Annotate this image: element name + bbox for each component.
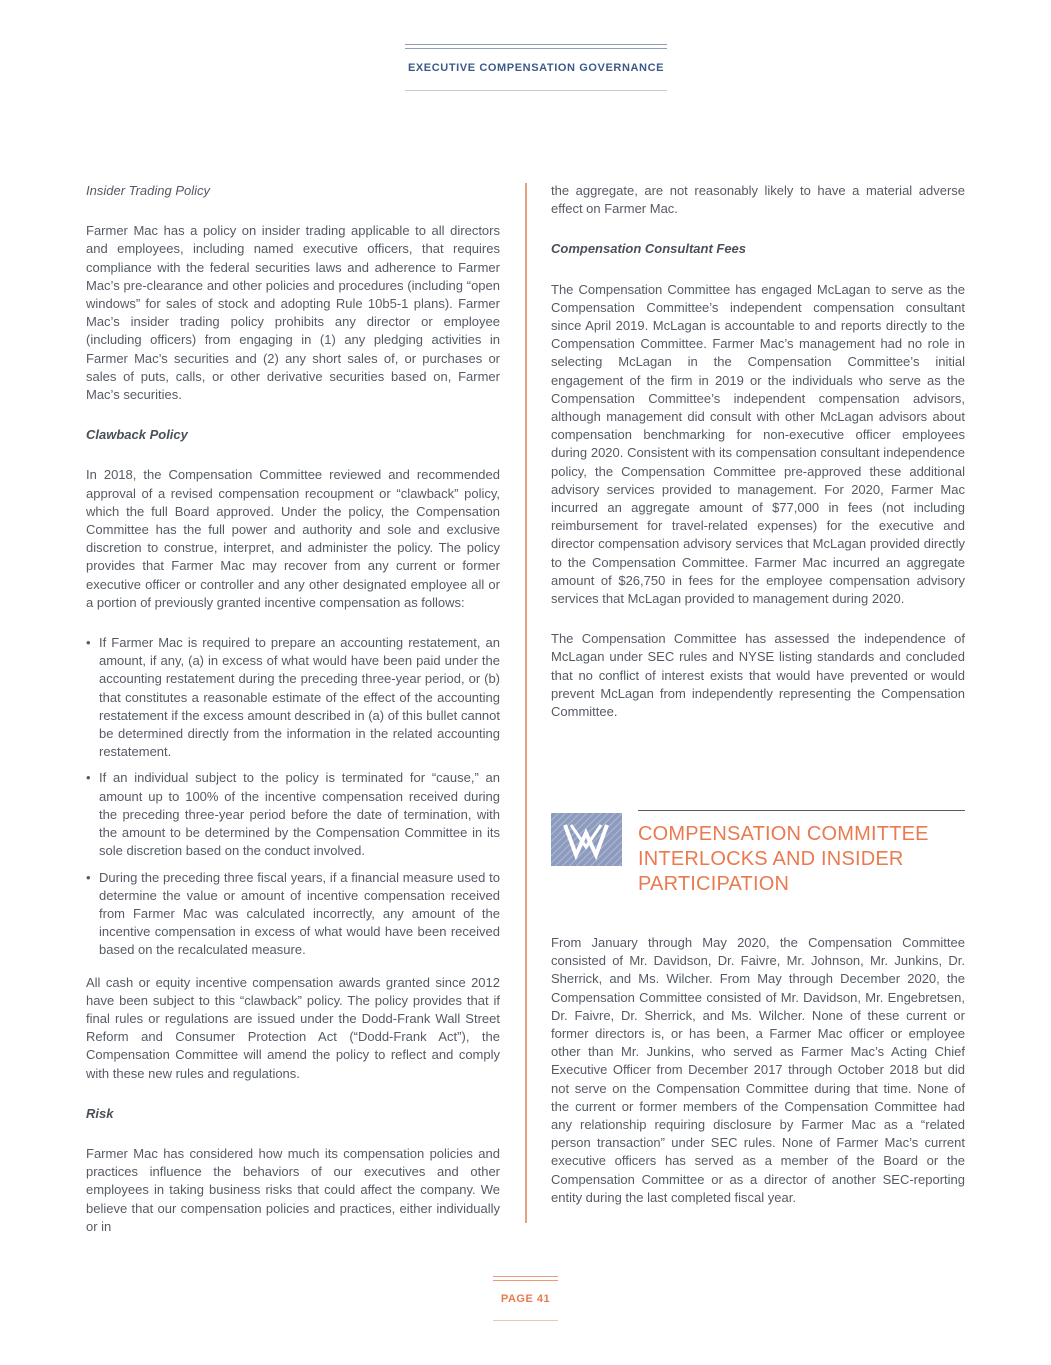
section-title: COMPENSATION COMMITTEE INTERLOCKS AND INSIDER PARTICIPATION — [638, 823, 929, 895]
header-rule-top — [405, 44, 667, 45]
consultant-fees-text: The Compensation Committee has engaged McLagan to serve as the Compensation Committee’s independent compensation consultant since April 2019. McLagan is accountable to and reports directly to the Compensation Committee. Farmer Mac’s management had no role in selecting McLagan in the Compensation Committee’s initial engagement of the firm in 2019 or the individuals who serve as the Compensation Committee’s independent compensation advisors, although management did consult with other McLagan advisors about compensation benchmarking for non-executive officer employees during 2020. Consistent with its compensation consultant independence policy, the Compensation Committee pre-approved these additional advisory services provided to management. For 2020, Farmer Mac incurred an aggregate amount of $77,000 in fees (not including reimbursement for travel-related expenses) for the executive and director compensation advisory services that McLagan provided directly to the Compensation Committee. Farmer Mac incurred an aggregate amount of $26,750 in fees for the employee compensation advisory services that McLagan provided to management during 2020. — [551, 281, 965, 607]
header-rule-bottom — [405, 90, 667, 91]
list-item: • If Farmer Mac is required to prepare an accounting restatement, an amount, if any, (a) in excess of what would have been paid under the accounting restatement during the preceding three-year period, or (b) that constitutes a reasonable estimate of the effect of the accounting restatement if the excess amount described in (a) of this bullet cannot be determined directly from the information in the related accounting restatement. — [86, 634, 500, 761]
risk-heading: Risk — [86, 1105, 114, 1121]
section-body — [551, 934, 965, 1207]
left-column — [86, 182, 500, 1236]
clawback-heading: Clawback Policy — [86, 427, 188, 443]
risk-text: Farmer Mac has considered how much its compensation policies and practices influence the behaviors of our executives and other employees in taking business risks that could affect the company. We believe that our compensation policies and practices, either individually or in — [86, 1145, 500, 1234]
page-number: PAGE 41 — [500, 1293, 551, 1305]
independence-text: The Compensation Committee has assessed the independence of McLagan under SEC rules and NYSE listing standards and concluded that no conflict of interest exists that would have prevented or would prevent McLagan from independently representing the Compensation Committee. — [551, 631, 965, 720]
list-item: • During the preceding three fiscal years, if a financial measure used to determine the value or amount of incentive compensation received from Farmer Mac was calculated incorrectly, any amount of the incentive compensation in excess of what would have been received based on the recalculated measure. — [86, 869, 500, 960]
right-column — [551, 182, 965, 721]
footer-rule-bottom — [493, 1320, 558, 1321]
insider-trading-text: Farmer Mac has a policy on insider trading applicable to all directors and employees, including named executive officers, that requires compliance with the federal securities laws and adherence to Farmer Mac’s pre-clearance and other policies and procedures (including “open windows” for sales of stock and adopting Rule 10b5-1 plans). Farmer Mac’s insider trading policy prohibits any director or employee (including officers) from engaging in (1) any pledging activities in Farmer Mac’s securities and (2) any short sales of, or purchases or sales of puts, calls, or other derivative securities based on, Farmer Mac’s securities. — [86, 223, 500, 403]
header-rule-top-2 — [405, 48, 667, 49]
page-header-title: EXECUTIVE COMPENSATION GOVERNANCE — [407, 62, 665, 74]
clawback-bullet-list — [86, 634, 500, 959]
insider-trading-heading: Insider Trading Policy — [86, 183, 211, 198]
column-divider — [525, 183, 527, 1223]
section-rule — [638, 810, 965, 811]
clawback-awards-text: All cash or equity incentive compensation awards granted since 2012 have been subject to this “clawback” policy. The policy provides that if final rules or regulations are issued under the Dodd-Frank Wall Street Reform and Consumer Protection Act (“Dodd-Frank Act”), the Compensation Committee will amend the policy to reflect and comply with these new rules and regulations. — [86, 974, 500, 1081]
farmer-mac-logo-icon — [551, 813, 622, 866]
list-item: • If an individual subject to the policy is terminated for “cause,” an amount up to 100% of the incentive compensation received during the preceding three-year period before the date of termination, with the amount to be determined by the Compensation Committee in its sole discretion based on the conduct involved. — [86, 769, 500, 860]
footer-rule-top-2 — [493, 1280, 558, 1281]
consultant-fees-heading: Compensation Consultant Fees — [551, 241, 747, 257]
section-body-text: From January through May 2020, the Compensation Committee consisted of Mr. Davidson, Dr. Faivre, Mr. Johnson, Mr. Junkins, Dr. Sherrick, and Ms. Wilcher. From May through December 2020, the Compensation Committee consisted of Mr. Davidson, Mr. Engebretsen, Dr. Faivre, Dr. Sherrick, and Ms. Wilcher. None of these current or former directors is, or has been, a Farmer Mac officer or employee other than Mr. Junkins, who served as Farmer Mac’s Acting Chief Executive Officer from December 2017 through October 2018 but did not serve on the Compensation Committee during that time. None of the current or former members of the Compensation Committee had any relationship requiring disclosure by Farmer Mac as a “related person transaction” under SEC rules. None of Farmer Mac’s current executive officers has served as a member of the Board or the Compensation Committee or as a director of another SEC-reporting entity during the last completed fiscal year. — [551, 935, 965, 1205]
clawback-text: In 2018, the Compensation Committee reviewed and recommended approval of a revised compensation recoupment or “clawback” policy, which the full Board approved. Under the policy, the Compensation Committee has the full power and authority and sole and exclusive discretion to construe, interpret, and administer the policy. The policy provides that Farmer Mac may recover from any current or former executive officer or controller and any other designated employee all or a portion of previously granted incentive compensation as follows: — [86, 467, 500, 610]
risk-continued-text: the aggregate, are not reasonably likely to have a material adverse effect on Farmer Mac. — [551, 183, 965, 217]
footer-rule-top — [493, 1276, 558, 1277]
